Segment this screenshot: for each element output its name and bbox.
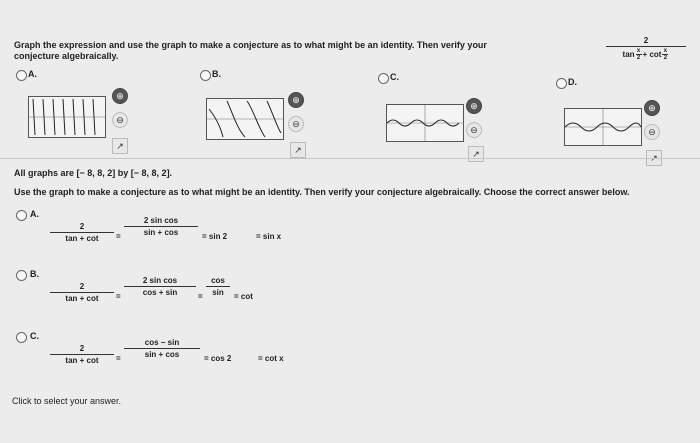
answer-c-label: C. bbox=[30, 331, 39, 341]
radio-graph-c[interactable] bbox=[378, 73, 389, 84]
radio-answer-a[interactable] bbox=[16, 210, 27, 221]
mid-num-b: cos bbox=[163, 276, 178, 285]
top-expression-numerator: 2 bbox=[643, 36, 649, 45]
mid-den bbox=[144, 228, 178, 237]
graph-c-label: C. bbox=[390, 72, 399, 82]
instruction-text: Use the graph to make a conjecture as to what might be an identity. Then verify your conjecture algebraically. Choose the correct answer below. bbox=[14, 187, 630, 197]
half-den: 2 bbox=[636, 55, 641, 61]
cot-text: + cot bbox=[642, 50, 662, 59]
lhs-den bbox=[65, 234, 98, 243]
graph-b-plot bbox=[207, 99, 283, 139]
problem-prompt: Graph the expression and use the graph to make a conjecture as to what might be an identity. Then verify your conjecture algebraically. bbox=[14, 40, 487, 61]
lhs-cot: + cot bbox=[79, 294, 99, 303]
answer-b-mid2 bbox=[206, 276, 230, 297]
answer-a-label: A. bbox=[30, 209, 39, 219]
zoom-out-icon[interactable]: ⊖ bbox=[112, 112, 128, 128]
zoom-in-icon[interactable]: ⊕ bbox=[466, 98, 482, 114]
answer-c-lhs bbox=[50, 344, 114, 365]
graph-d-label: D. bbox=[568, 77, 577, 87]
mid2-den: sin bbox=[212, 288, 224, 297]
graph-c-plot bbox=[387, 105, 463, 141]
graph-d-plot bbox=[565, 109, 641, 145]
mid-den bbox=[145, 350, 179, 359]
mid-den-a: sin bbox=[144, 350, 157, 359]
mid-num-a: cos bbox=[144, 338, 159, 347]
answer-a-final: = sin x bbox=[256, 232, 282, 241]
mid-bar bbox=[124, 286, 196, 287]
mid-num-a: 2 sin bbox=[142, 276, 162, 285]
mid-num bbox=[143, 276, 177, 285]
fraction-bar bbox=[606, 46, 686, 47]
lhs-tan: tan bbox=[65, 356, 78, 365]
graph-b[interactable] bbox=[206, 98, 284, 140]
external-link-icon[interactable]: ↗ bbox=[468, 146, 484, 162]
zoom-in-icon[interactable]: ⊕ bbox=[112, 88, 128, 104]
lhs-cot: + cot bbox=[79, 234, 99, 243]
mid-den-b: + cos bbox=[158, 350, 180, 359]
mid-den-a: cos bbox=[142, 288, 157, 297]
zoom-out-icon[interactable]: ⊖ bbox=[644, 124, 660, 140]
half-x bbox=[636, 48, 642, 61]
mid-num-b: − sin bbox=[160, 338, 180, 347]
answer-b-lhs bbox=[50, 282, 114, 303]
top-expression bbox=[606, 36, 686, 61]
radio-graph-a[interactable] bbox=[16, 70, 27, 81]
answer-c-final: = cot x bbox=[258, 354, 284, 363]
answer-b-label: B. bbox=[30, 269, 39, 279]
graph-a-plot bbox=[29, 97, 105, 137]
lhs-tan: tan bbox=[65, 234, 78, 243]
half-x-2 bbox=[662, 48, 668, 61]
half-num-2: x bbox=[663, 48, 668, 54]
lhs-num: 2 bbox=[79, 282, 85, 291]
answer-c-right: = cos 2 bbox=[204, 354, 232, 363]
footer-text: Click to select your answer. bbox=[12, 396, 122, 406]
divider bbox=[0, 158, 700, 159]
answer-b-final: = cot bbox=[234, 292, 253, 301]
mid-num bbox=[145, 338, 179, 347]
mid-den-b: + sin bbox=[158, 288, 178, 297]
lhs-tan: tan bbox=[65, 294, 78, 303]
tan-text: tan bbox=[622, 50, 635, 59]
zoom-in-icon[interactable]: ⊕ bbox=[288, 92, 304, 108]
mid-bar bbox=[124, 226, 198, 227]
range-text: All graphs are [− 8, 8, 2] by [− 8, 8, 2]. bbox=[14, 168, 173, 178]
graph-b-label: B. bbox=[212, 69, 221, 79]
lhs-bar bbox=[50, 292, 114, 293]
mid-num-a: 2 sin bbox=[143, 216, 163, 225]
lhs-cot: + cot bbox=[79, 356, 99, 365]
mid-bar bbox=[124, 348, 200, 349]
lhs-num: 2 bbox=[79, 344, 85, 353]
half-num: x bbox=[636, 48, 641, 54]
zoom-out-icon[interactable]: ⊖ bbox=[288, 116, 304, 132]
answer-a-right: = sin 2 bbox=[202, 232, 228, 241]
answer-a-lhs bbox=[50, 222, 114, 243]
graph-a-label: A. bbox=[28, 69, 37, 79]
mid-num bbox=[144, 216, 178, 225]
equals-sign-2: = bbox=[198, 292, 203, 301]
external-link-icon[interactable]: ↗ bbox=[112, 138, 128, 154]
mid-den-b: + cos bbox=[157, 228, 179, 237]
zoom-out-icon[interactable]: ⊖ bbox=[466, 122, 482, 138]
lhs-den bbox=[65, 356, 98, 365]
radio-graph-b[interactable] bbox=[200, 70, 211, 81]
radio-answer-c[interactable] bbox=[16, 332, 27, 343]
answer-a-mid bbox=[124, 216, 198, 237]
answer-a-equation[interactable] bbox=[50, 216, 350, 262]
graph-d[interactable] bbox=[564, 108, 642, 146]
lhs-bar bbox=[50, 354, 114, 355]
lhs-num: 2 bbox=[79, 222, 85, 231]
zoom-in-icon[interactable]: ⊕ bbox=[644, 100, 660, 116]
equals-sign: = bbox=[116, 232, 121, 241]
graph-c[interactable] bbox=[386, 104, 464, 142]
equals-sign: = bbox=[116, 292, 121, 301]
radio-graph-d[interactable] bbox=[556, 78, 567, 89]
mid-den-a: sin bbox=[143, 228, 156, 237]
half-den-2: 2 bbox=[663, 55, 668, 61]
mid-den bbox=[143, 288, 177, 297]
mid2-bar bbox=[206, 286, 230, 287]
answer-c-mid bbox=[124, 338, 200, 359]
answer-b-equation[interactable] bbox=[50, 276, 350, 322]
lhs-den bbox=[65, 294, 98, 303]
external-link-icon[interactable]: ↗ bbox=[290, 142, 306, 158]
answer-b-mid bbox=[124, 276, 196, 297]
graph-a[interactable] bbox=[28, 96, 106, 138]
equals-sign: = bbox=[116, 354, 121, 363]
radio-answer-b[interactable] bbox=[16, 270, 27, 281]
mid2-num: cos bbox=[211, 276, 225, 285]
answer-c-equation[interactable] bbox=[50, 338, 350, 384]
lhs-bar bbox=[50, 232, 114, 233]
mid-num-b: cos bbox=[164, 216, 179, 225]
